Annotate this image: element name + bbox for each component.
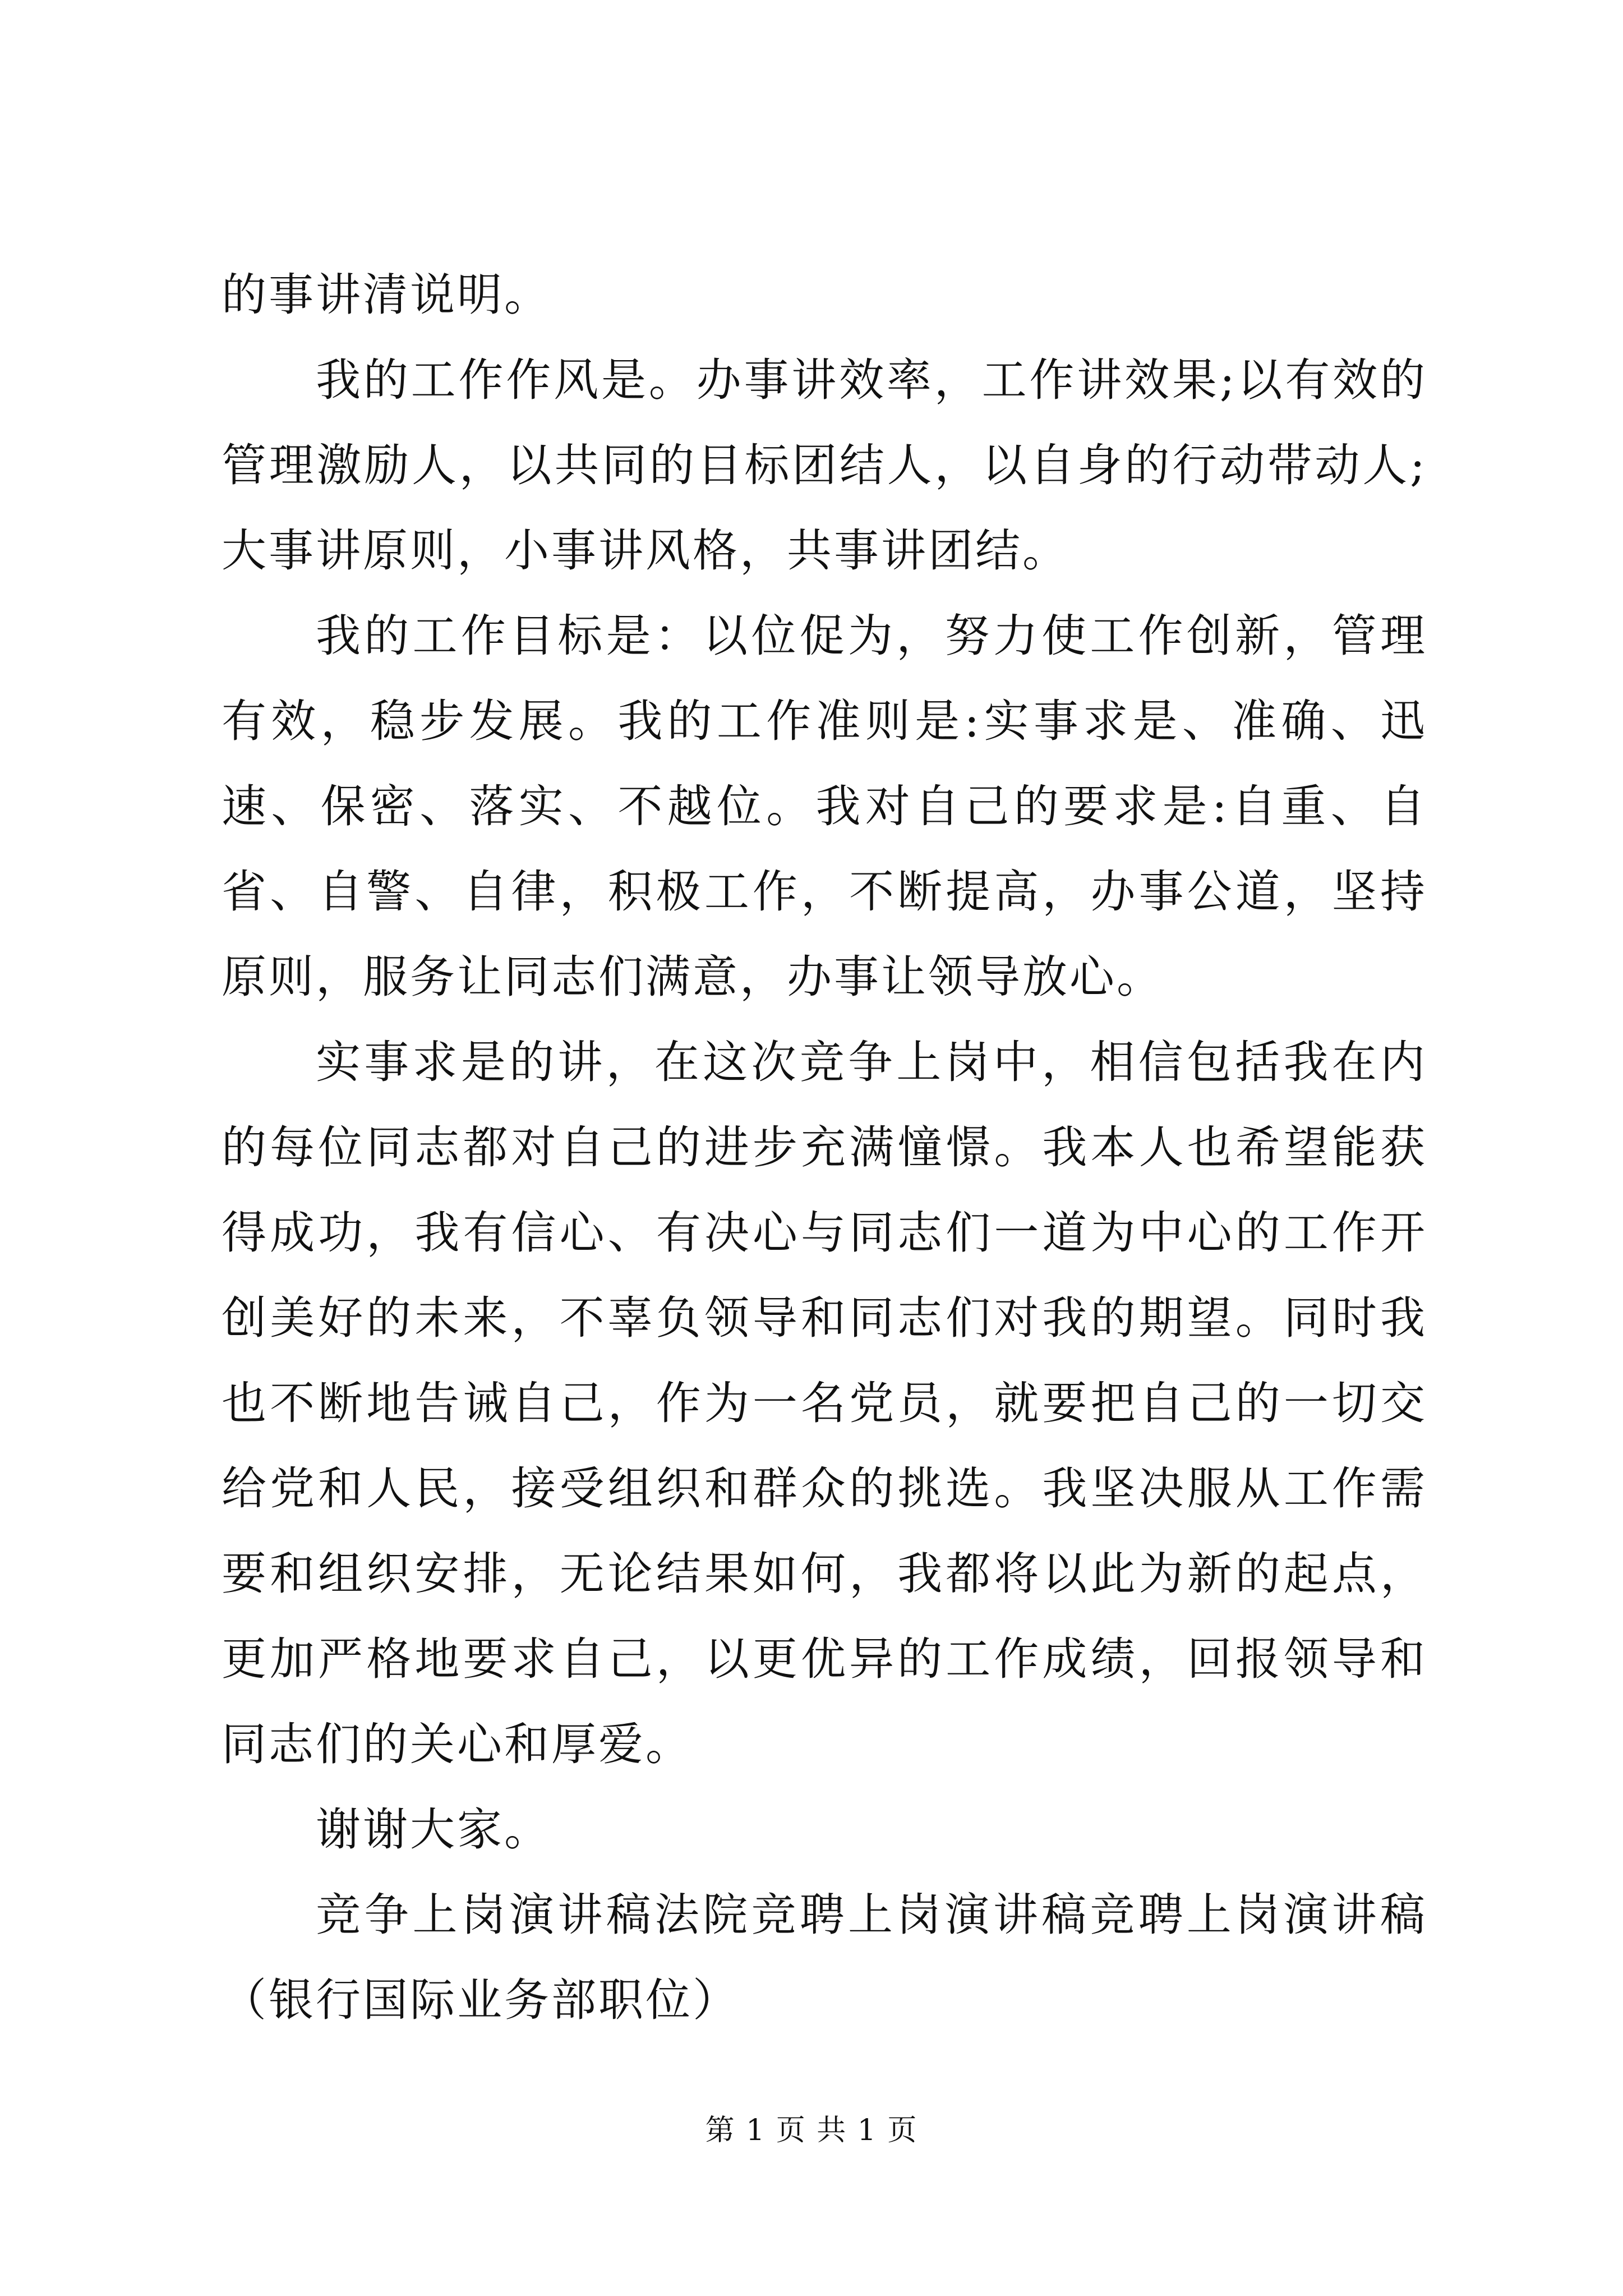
paragraph-continuation: 的事讲清说明。 (222, 269, 551, 321)
document-body (222, 252, 1427, 2043)
paragraph-work-style: 我的工作作风是。办事讲效率，工作讲效果;以有效的管理激励人，以共同的目标团结人，以自身的行动带动人;大事讲原则，小事讲风格，共事讲团结。 (222, 354, 1427, 577)
paragraph-work-goals: 我的工作目标是：以位促为，努力使工作创新，管理有效，稳步发展。我的工作准则是:实事求是、准确、迅速、保密、落实、不越位。我对自己的要求是:自重、自省、自警、自律，积极工作，不断提高，办事公道，坚持原则，服务让同志们满意，办事让领导放心。 (222, 610, 1427, 1003)
paragraph-thanks: 谢谢大家。 (316, 1803, 551, 1856)
paragraph-related-titles: 竞争上岗演讲稿法院竞聘上岗演讲稿竞聘上岗演讲稿（银行国际业务部职位） (222, 1889, 1427, 2026)
paragraph-competition-statement: 实事求是的讲，在这次竞争上岗中，相信包括我在内的每位同志都对自己的进步充满憧憬。我本人也希望能获得成功，我有信心、有决心与同志们一道为中心的工作开创美好的未来，不辜负领导和同志们对我的期望。同时我也不断地告诫自己，作为一名党员，就要把自己的一切交给党和人民，接受组织和群众的挑选。我坚决服从工作需要和组织安排，无论结果如何，我都将以此为新的起点，更加严格地要求自己，以更优异的工作成绩，回报领导和同志们的关心和厚爱。 (222, 1036, 1427, 1770)
page-footer: 第 1 页 共 1 页 (705, 2114, 918, 2147)
